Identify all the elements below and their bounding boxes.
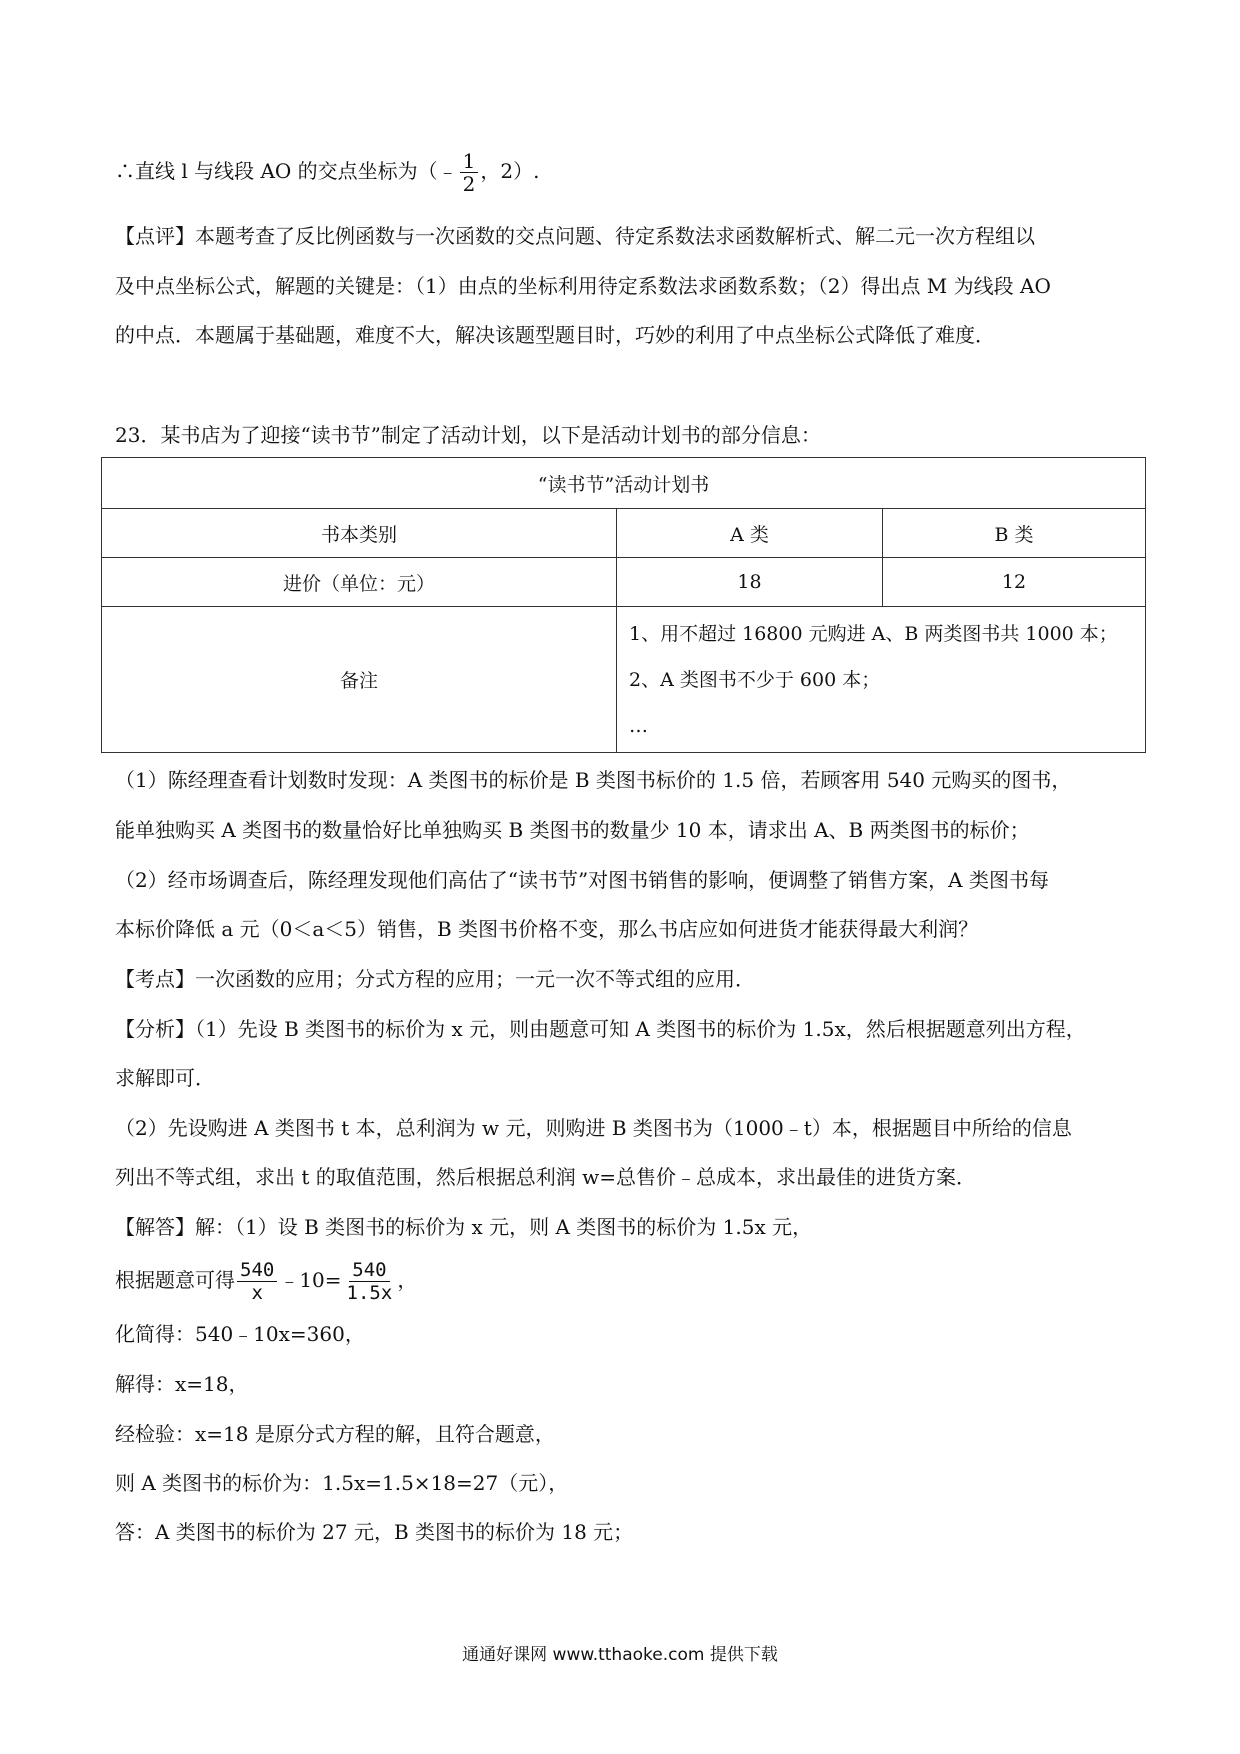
- fenxi-line-4: 列出不等式组，求出 t 的取值范围，然后根据总利润 w=总售价﹣总成本，求出最佳的进货方案．: [115, 1165, 976, 1189]
- fenxi-line-2: 求解即可．: [115, 1066, 215, 1090]
- check-line: 经检验：x=18 是原分式方程的解，且符合题意，: [115, 1422, 555, 1446]
- fraction-denominator: 1.5x: [346, 1282, 393, 1304]
- part-2-line-1: （2）经市场调查后，陈经理发现他们高估了“读书节”对图书销售的影响，便调整了销售方案，A 类图书每: [115, 868, 1049, 892]
- page-footer: 通通好课网 www.tthaoke.com 提供下载: [462, 1645, 778, 1665]
- table-title: “读书节”活动计划书: [102, 458, 1146, 509]
- comment-line-3: 的中点．本题属于基础题，难度不大，解决该题型题目时，巧妙的利用了中点坐标公式降低了难度．: [115, 323, 995, 347]
- fraction-numerator: 540: [349, 1259, 389, 1282]
- fraction-numerator: 1: [460, 150, 479, 173]
- fraction-540-over-x: [237, 1259, 277, 1304]
- price-b: 12: [883, 558, 1146, 607]
- fenxi-line-1: 【分析】（1）先设 B 类图书的标价为 x 元，则由题意可知 A 类图书的标价为 1.5x，然后根据题意列出方程，: [115, 1017, 1086, 1041]
- part-1-line-1: （1）陈经理查看计划数时发现：A 类图书的标价是 B 类图书标价的 1.5 倍，若顾客用 540 元购买的图书，: [115, 768, 1072, 792]
- solve-line: 解得：x=18，: [115, 1372, 249, 1396]
- equation-prefix: 根据题意可得: [115, 1268, 235, 1292]
- table-row: [102, 607, 1146, 753]
- fraction-denominator: 2: [462, 172, 476, 196]
- part-1-line-2: 能单独购买 A 类图书的数量恰好比单独购买 B 类图书的数量少 10 本，请求出 A、B 两类图书的标价；: [115, 818, 1030, 842]
- header-category: 书本类别: [102, 509, 617, 558]
- fraction-540-over-1-5x: [344, 1259, 396, 1304]
- simplify-line: 化简得：540﹣10x=360，: [115, 1322, 365, 1346]
- note-item-3: …: [629, 714, 648, 737]
- table-row: [102, 509, 1146, 558]
- fenxi-line-3: （2）先设购进 A 类图书 t 本，总利润为 w 元，则购进 B 类图书为（1000﹣t）本，根据题目中所给的信息: [115, 1116, 1072, 1140]
- a-price-line: 则 A 类图书的标价为：1.5x=1.5×18=27（元），: [115, 1471, 569, 1495]
- kaodian-line: 【考点】一次函数的应用；分式方程的应用；一元一次不等式组的应用．: [115, 967, 755, 991]
- price-label: 进价（单位：元）: [102, 558, 617, 607]
- conclusion-text-end: ，2）.: [480, 159, 540, 183]
- price-a: 18: [617, 558, 883, 607]
- table-row: [102, 558, 1146, 607]
- comment-line-2: 及中点坐标公式，解题的关键是：（1）由点的坐标利用待定系数法求函数系数；（2）得出点 M 为线段 AO: [115, 274, 1051, 298]
- table-row: [102, 458, 1146, 509]
- fraction-numerator: 540: [237, 1259, 277, 1282]
- conclusion-text: ∴直线 l 与线段 AO 的交点坐标为（﹣: [115, 159, 458, 183]
- header-type-b: B 类: [883, 509, 1146, 558]
- jieda-line-1: 【解答】解：（1）设 B 类图书的标价为 x 元，则 A 类图书的标价为 1.5x 元，: [115, 1215, 813, 1239]
- question-23-intro: 23．某书店为了迎接“读书节”制定了活动计划，以下是活动计划书的部分信息：: [115, 423, 821, 447]
- equation-line: [115, 1254, 417, 1306]
- note-item-2: 2、A 类图书不少于 600 本；: [629, 668, 881, 691]
- fraction-denominator: x: [251, 1282, 263, 1304]
- note-label: 备注: [102, 607, 617, 753]
- equation-suffix: ，: [397, 1268, 418, 1292]
- part-2-line-2: 本标价降低 a 元（0＜a＜5）销售，B 类图书价格不变，那么书店应如何进货才能获得最大利润？: [115, 917, 979, 941]
- note-item-1: 1、用不超过 16800 元购进 A、B 两类图书共 1000 本；: [629, 622, 1118, 645]
- comment-line-1: 【点评】本题考查了反比例函数与一次函数的交点问题、待定系数法求函数解析式、解二元一次方程组以: [115, 224, 1035, 248]
- note-content: [617, 607, 1146, 753]
- equation-middle: ﹣10=: [279, 1268, 342, 1292]
- conclusion-line: [115, 150, 540, 195]
- activity-plan-table: [101, 457, 1146, 753]
- answer-line: 答：A 类图书的标价为 27 元，B 类图书的标价为 18 元；: [115, 1520, 634, 1544]
- fraction-one-half: [460, 150, 479, 195]
- header-type-a: A 类: [617, 509, 883, 558]
